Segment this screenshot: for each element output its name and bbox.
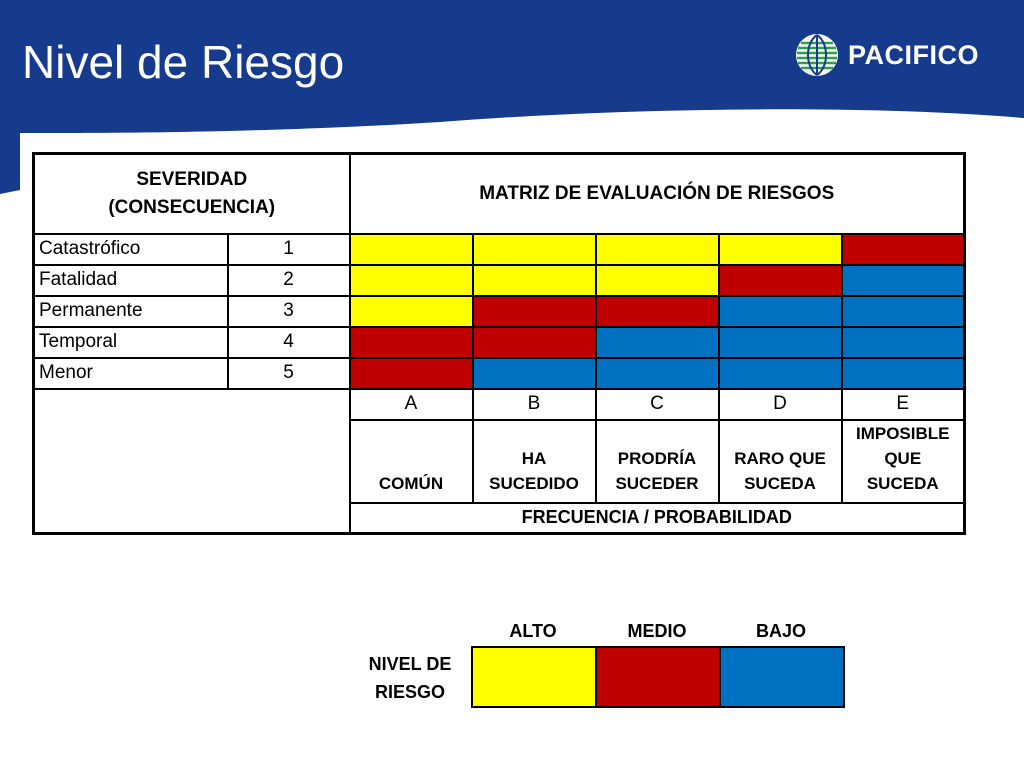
frequency-letter: E — [842, 389, 965, 420]
legend-level-label: ALTO — [509, 621, 557, 641]
risk-cell-alto — [596, 234, 719, 265]
risk-cell-alto — [473, 265, 596, 296]
severity-number: 2 — [228, 265, 350, 296]
severity-label: Catastrófico — [34, 234, 228, 265]
risk-cell-bajo — [842, 296, 965, 327]
risk-cell-alto — [473, 234, 596, 265]
severity-row — [34, 296, 965, 327]
frequency-description-line: HA — [521, 448, 547, 468]
frequency-description-line: PRODRÍA — [617, 448, 697, 468]
risk-cell-bajo — [596, 327, 719, 358]
severity-number: 5 — [228, 358, 350, 389]
frequency-letter: C — [596, 389, 719, 420]
severity-header — [34, 154, 350, 234]
severity-row — [34, 358, 965, 389]
risk-cell-medio — [350, 358, 473, 389]
legend-level-label: BAJO — [755, 621, 806, 641]
frequency-title: FRECUENCIA / PROBABILIDAD — [350, 503, 965, 534]
severity-label: Menor — [34, 358, 228, 389]
frequency-description-line: RARO QUE — [734, 448, 826, 468]
frequency-description-line: SUCEDIDO — [489, 473, 579, 493]
globe-icon — [795, 33, 839, 77]
severity-header-line: SEVERIDAD — [136, 168, 248, 190]
risk-cell-bajo — [719, 358, 842, 389]
risk-cell-alto — [350, 265, 473, 296]
frequency-description — [596, 420, 719, 503]
frequency-letter: A — [350, 389, 473, 420]
severity-row — [34, 327, 965, 358]
severity-number: 1 — [228, 234, 350, 265]
frequency-description-line: COMÚN — [378, 473, 444, 493]
risk-cell-alto — [596, 265, 719, 296]
risk-cell-medio — [473, 296, 596, 327]
frequency-letter: D — [719, 389, 842, 420]
risk-cell-medio — [596, 296, 719, 327]
risk-cell-bajo — [842, 327, 965, 358]
risk-cell-bajo — [842, 358, 965, 389]
severity-label: Fatalidad — [34, 265, 228, 296]
legend-swatch-medio — [597, 648, 721, 706]
risk-cell-medio — [350, 327, 473, 358]
severity-label: Temporal — [34, 327, 228, 358]
risk-cell-alto — [719, 234, 842, 265]
risk-cell-medio — [842, 234, 965, 265]
risk-cell-bajo — [473, 358, 596, 389]
risk-cell-medio — [473, 327, 596, 358]
frequency-description — [473, 420, 596, 503]
severity-row — [34, 265, 965, 296]
frequency-description-line: SUCEDA — [866, 473, 939, 493]
slide-title: Nivel de Riesgo — [22, 36, 345, 88]
severity-number: 4 — [228, 327, 350, 358]
frequency-description — [350, 420, 473, 503]
frequency-description-line: SUCEDA — [744, 473, 816, 493]
empty-cell — [34, 389, 350, 420]
severity-label: Permanente — [34, 296, 228, 327]
risk-cell-bajo — [842, 265, 965, 296]
frequency-description-line: SUCEDER — [615, 473, 699, 493]
empty-cell — [34, 503, 350, 534]
legend-side-label — [352, 646, 468, 708]
legend-swatch-bajo — [721, 648, 843, 706]
frequency-letter: B — [473, 389, 596, 420]
risk-cell-alto — [350, 234, 473, 265]
matrix-header: MATRIZ DE EVALUACIÓN DE RIESGOS — [350, 154, 965, 234]
frequency-description-line: IMPOSIBLE — [855, 423, 950, 443]
severity-row — [34, 234, 965, 265]
empty-cell — [34, 420, 350, 503]
frequency-description — [719, 420, 842, 503]
legend-level-label: MEDIO — [627, 621, 687, 641]
legend-swatch-alto — [473, 648, 597, 706]
risk-cell-medio — [719, 265, 842, 296]
legend-side-label-line: NIVEL DE — [368, 654, 452, 674]
risk-cell-alto — [350, 296, 473, 327]
legend-side-label-line: RIESGO — [374, 682, 445, 702]
risk-cell-bajo — [596, 358, 719, 389]
brand-name: PACIFICO — [848, 39, 979, 70]
risk-cell-bajo — [719, 327, 842, 358]
risk-cell-bajo — [719, 296, 842, 327]
severity-header-line: (CONSECUENCIA) — [108, 196, 276, 218]
frequency-description-line: QUE — [884, 448, 922, 468]
risk-matrix-table — [32, 152, 966, 535]
frequency-description — [842, 420, 965, 503]
severity-number: 3 — [228, 296, 350, 327]
pacifico-logo — [795, 33, 979, 77]
